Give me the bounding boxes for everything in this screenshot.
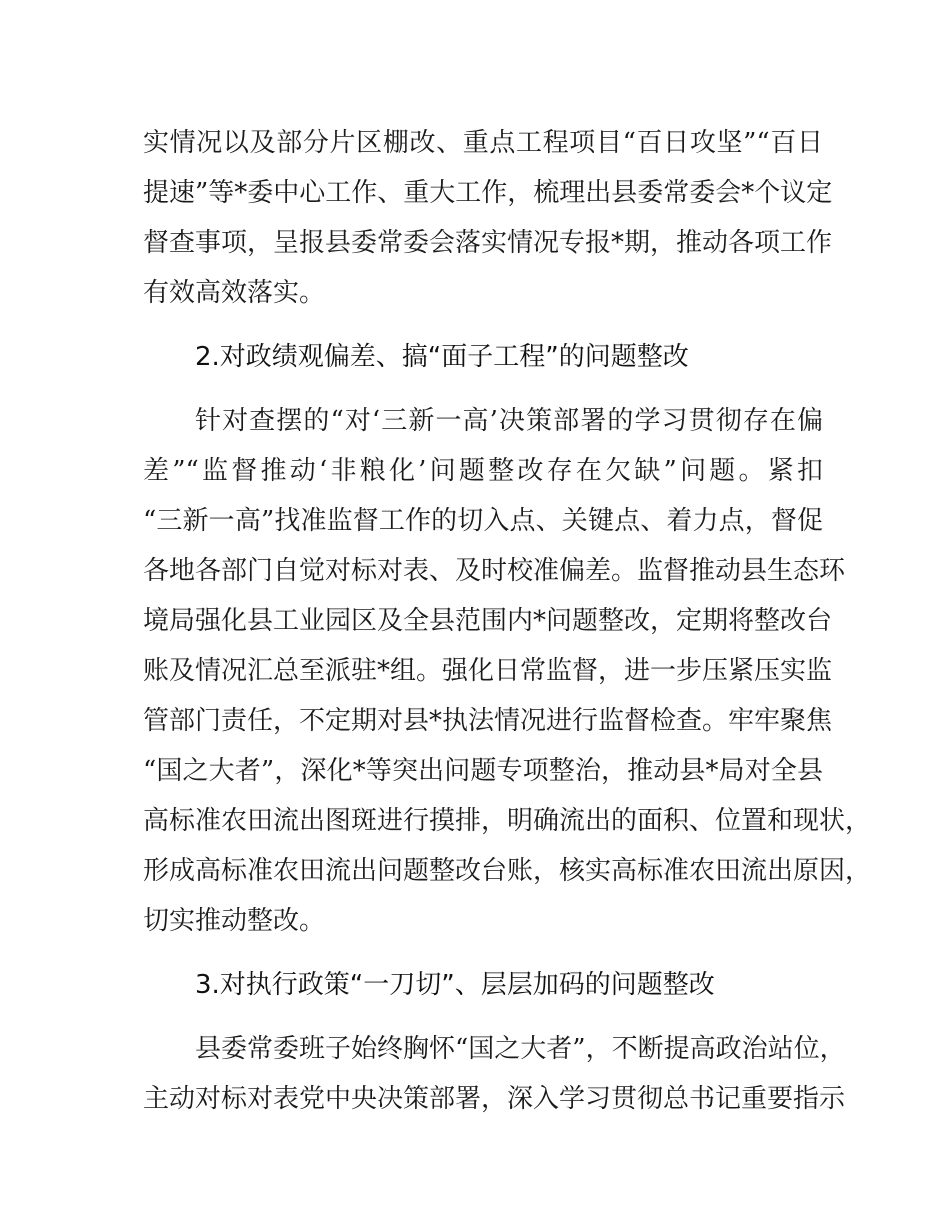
paragraph-line: 差”“监督推动‘非粮化’问题整改存在欠缺”问题。紧扣 [143,456,823,486]
paragraph-line: 管部门责任，不定期对县*执法情况进行监督检查。牢牢聚焦 [143,706,833,736]
paragraph-line: 县委常委班子始终胸怀“国之大者”，不断提高政治站位， [195,1034,846,1064]
paragraph-line: 账及情况汇总至派驻*组。强化日常监督，进一步压紧压实监 [143,656,833,686]
paragraph-line: 针对查摆的“对‘三新一高’决策部署的学习贯彻存在偏 [195,406,823,436]
paragraph-line: 实情况以及部分片区棚改、重点工程项目“百日攻坚”“百日 [143,128,823,158]
paragraph-line: 督查事项，呈报县委常委会落实情况专报*期，推动各项工作 [143,228,833,258]
paragraph-line: “国之大者”，深化*等突出问题专项整治，推动县*局对全县 [143,756,823,786]
paragraph-line: 境局强化县工业园区及全县范围内*问题整改，定期将整改台 [143,606,833,636]
paragraph-line: 主动对标对表党中央决策部署，深入学习贯彻总书记重要指示 [143,1084,846,1114]
paragraph-3 [143,1024,846,1124]
paragraph-line: 有效高效落实。 [143,278,326,308]
paragraph-line: 切实推动整改。 [143,906,326,936]
paragraph-2 [143,396,872,946]
paragraph-line: 各地各部门自觉对标对表、及时校准偏差。监督推动县生态环 [143,556,846,586]
document-body [143,118,872,1124]
paragraph-1 [143,118,833,318]
paragraph-line: “三新一高”找准监督工作的切入点、关键点、着力点，督促 [143,506,823,536]
section-heading-3: 3.对执行政策“一刀切”、层层加码的问题整改 [195,970,715,1000]
paragraph-line: 高标准农田流出图斑进行摸排，明确流出的面积、位置和现状， [143,806,872,836]
paragraph-line: 提速”等*委中心工作、重大工作，梳理出县委常委会*个议定 [143,178,833,208]
paragraph-line: 形成高标准农田流出问题整改台账，核实高标准农田流出原因， [143,856,872,886]
section-heading-2: 2.对政绩观偏差、搞“面子工程”的问题整改 [195,342,689,372]
